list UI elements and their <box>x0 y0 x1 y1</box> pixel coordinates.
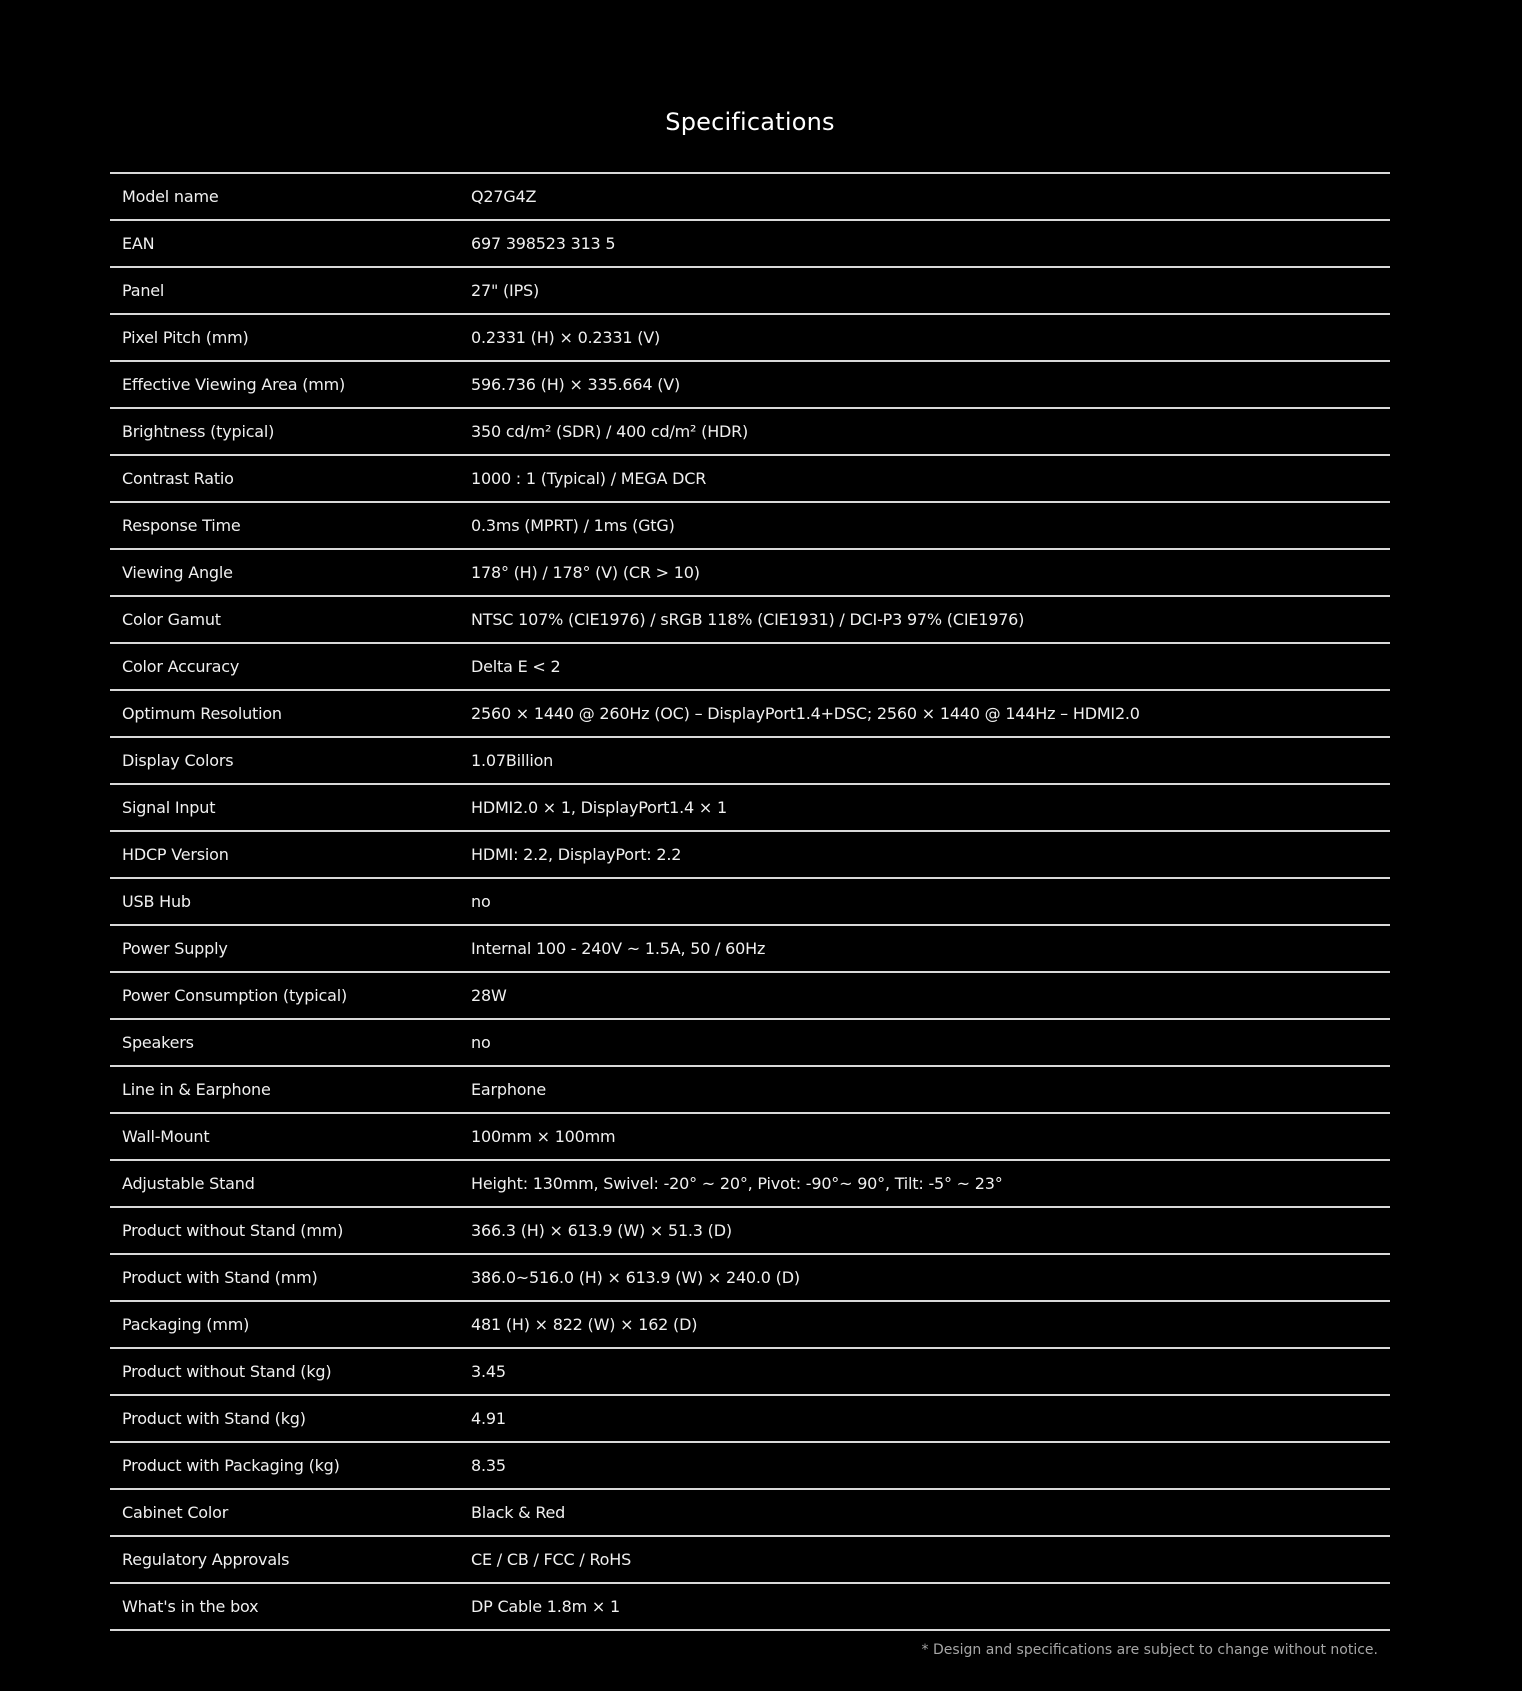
spec-value: 2560 × 1440 @ 260Hz (OC) – DisplayPort1.4+DSC; 2560 × 1440 @ 144Hz – HDMI2.0 <box>471 704 1140 723</box>
spec-row <box>110 1255 1390 1302</box>
spec-value: Internal 100 - 240V ~ 1.5A, 50 / 60Hz <box>471 939 766 958</box>
spec-label: EAN <box>122 234 155 253</box>
spec-value: 1000 : 1 (Typical) / MEGA DCR <box>471 469 707 488</box>
spec-value: no <box>471 892 491 911</box>
spec-row <box>110 1161 1390 1208</box>
spec-label: Viewing Angle <box>122 563 233 582</box>
spec-value: HDMI: 2.2, DisplayPort: 2.2 <box>471 845 682 864</box>
spec-label: Product without Stand (kg) <box>122 1362 332 1381</box>
spec-label: Optimum Resolution <box>122 704 282 723</box>
spec-row <box>110 315 1390 362</box>
spec-label: Contrast Ratio <box>122 469 234 488</box>
spec-row <box>110 550 1390 597</box>
spec-row <box>110 1114 1390 1161</box>
spec-value: HDMI2.0 × 1, DisplayPort1.4 × 1 <box>471 798 727 817</box>
spec-label: Cabinet Color <box>122 1503 229 1522</box>
spec-label: Panel <box>122 281 165 300</box>
spec-label: Power Supply <box>122 939 228 958</box>
spec-row <box>110 691 1390 738</box>
spec-label: HDCP Version <box>122 845 229 864</box>
disclaimer-footnote: * Design and specifications are subject to change without notice. <box>921 1642 1378 1658</box>
spec-value: 178° (H) / 178° (V) (CR > 10) <box>471 563 700 582</box>
spec-row <box>110 1208 1390 1255</box>
spec-value: 697 398523 313 5 <box>471 234 616 253</box>
spec-row <box>110 1443 1390 1490</box>
spec-label: Effective Viewing Area (mm) <box>122 375 346 394</box>
spec-row <box>110 1067 1390 1114</box>
spec-value: 366.3 (H) × 613.9 (W) × 51.3 (D) <box>471 1221 732 1240</box>
spec-row <box>110 362 1390 409</box>
spec-value: 350 cd/m² (SDR) / 400 cd/m² (HDR) <box>471 422 749 441</box>
spec-value: 1.07Billion <box>471 751 554 770</box>
spec-table <box>110 172 1390 1631</box>
spec-row <box>110 1302 1390 1349</box>
spec-label: Packaging (mm) <box>122 1315 250 1334</box>
spec-label: Product with Stand (kg) <box>122 1409 306 1428</box>
spec-row <box>110 1490 1390 1537</box>
spec-label: Pixel Pitch (mm) <box>122 328 249 347</box>
spec-label: USB Hub <box>122 892 191 911</box>
spec-row <box>110 174 1390 221</box>
spec-value: 27" (IPS) <box>471 281 540 300</box>
spec-value: DP Cable 1.8m × 1 <box>471 1597 620 1616</box>
spec-label: Model name <box>122 187 219 206</box>
spec-row <box>110 503 1390 550</box>
spec-label: Brightness (typical) <box>122 422 275 441</box>
spec-row <box>110 1020 1390 1067</box>
spec-row <box>110 1584 1390 1631</box>
page-title: Specifications <box>665 107 835 136</box>
spec-value: 100mm × 100mm <box>471 1127 616 1146</box>
spec-value: Q27G4Z <box>471 187 537 206</box>
spec-label: Wall-Mount <box>122 1127 210 1146</box>
spec-row <box>110 268 1390 315</box>
spec-value: 386.0~516.0 (H) × 613.9 (W) × 240.0 (D) <box>471 1268 800 1287</box>
spec-label: Adjustable Stand <box>122 1174 255 1193</box>
spec-row <box>110 409 1390 456</box>
spec-label: Display Colors <box>122 751 234 770</box>
spec-row <box>110 456 1390 503</box>
spec-value: Delta E < 2 <box>471 657 561 676</box>
spec-label: Speakers <box>122 1033 194 1052</box>
spec-row <box>110 879 1390 926</box>
spec-row <box>110 644 1390 691</box>
spec-value: 0.2331 (H) × 0.2331 (V) <box>471 328 661 347</box>
spec-label: Product with Packaging (kg) <box>122 1456 340 1475</box>
spec-value: NTSC 107% (CIE1976) / sRGB 118% (CIE1931) / DCI-P3 97% (CIE1976) <box>471 610 1025 629</box>
spec-row <box>110 1349 1390 1396</box>
spec-label: Color Gamut <box>122 610 221 629</box>
spec-row <box>110 926 1390 973</box>
spec-row <box>110 785 1390 832</box>
spec-label: Color Accuracy <box>122 657 240 676</box>
spec-value: Black & Red <box>471 1503 566 1522</box>
spec-value: 4.91 <box>471 1409 506 1428</box>
spec-value: no <box>471 1033 491 1052</box>
spec-row <box>110 1537 1390 1584</box>
spec-value: 481 (H) × 822 (W) × 162 (D) <box>471 1315 698 1334</box>
spec-row <box>110 738 1390 785</box>
spec-row <box>110 221 1390 268</box>
spec-row <box>110 597 1390 644</box>
spec-label: Product with Stand (mm) <box>122 1268 318 1287</box>
spec-value: 0.3ms (MPRT) / 1ms (GtG) <box>471 516 675 535</box>
spec-value: Height: 130mm, Swivel: -20° ~ 20°, Pivot: -90°~ 90°, Tilt: -5° ~ 23° <box>471 1174 1003 1193</box>
spec-row <box>110 973 1390 1020</box>
spec-label: What's in the box <box>122 1597 259 1616</box>
spec-label: Signal Input <box>122 798 216 817</box>
spec-value: 28W <box>471 986 507 1005</box>
spec-row <box>110 832 1390 879</box>
spec-label: Product without Stand (mm) <box>122 1221 344 1240</box>
spec-label: Line in & Earphone <box>122 1080 271 1099</box>
spec-label: Regulatory Approvals <box>122 1550 290 1569</box>
spec-value: 596.736 (H) × 335.664 (V) <box>471 375 681 394</box>
spec-label: Response Time <box>122 516 241 535</box>
spec-label: Power Consumption (typical) <box>122 986 347 1005</box>
spec-value: 3.45 <box>471 1362 506 1381</box>
spec-row <box>110 1396 1390 1443</box>
spec-value: Earphone <box>471 1080 546 1099</box>
spec-value: 8.35 <box>471 1456 506 1475</box>
spec-value: CE / CB / FCC / RoHS <box>471 1550 632 1569</box>
